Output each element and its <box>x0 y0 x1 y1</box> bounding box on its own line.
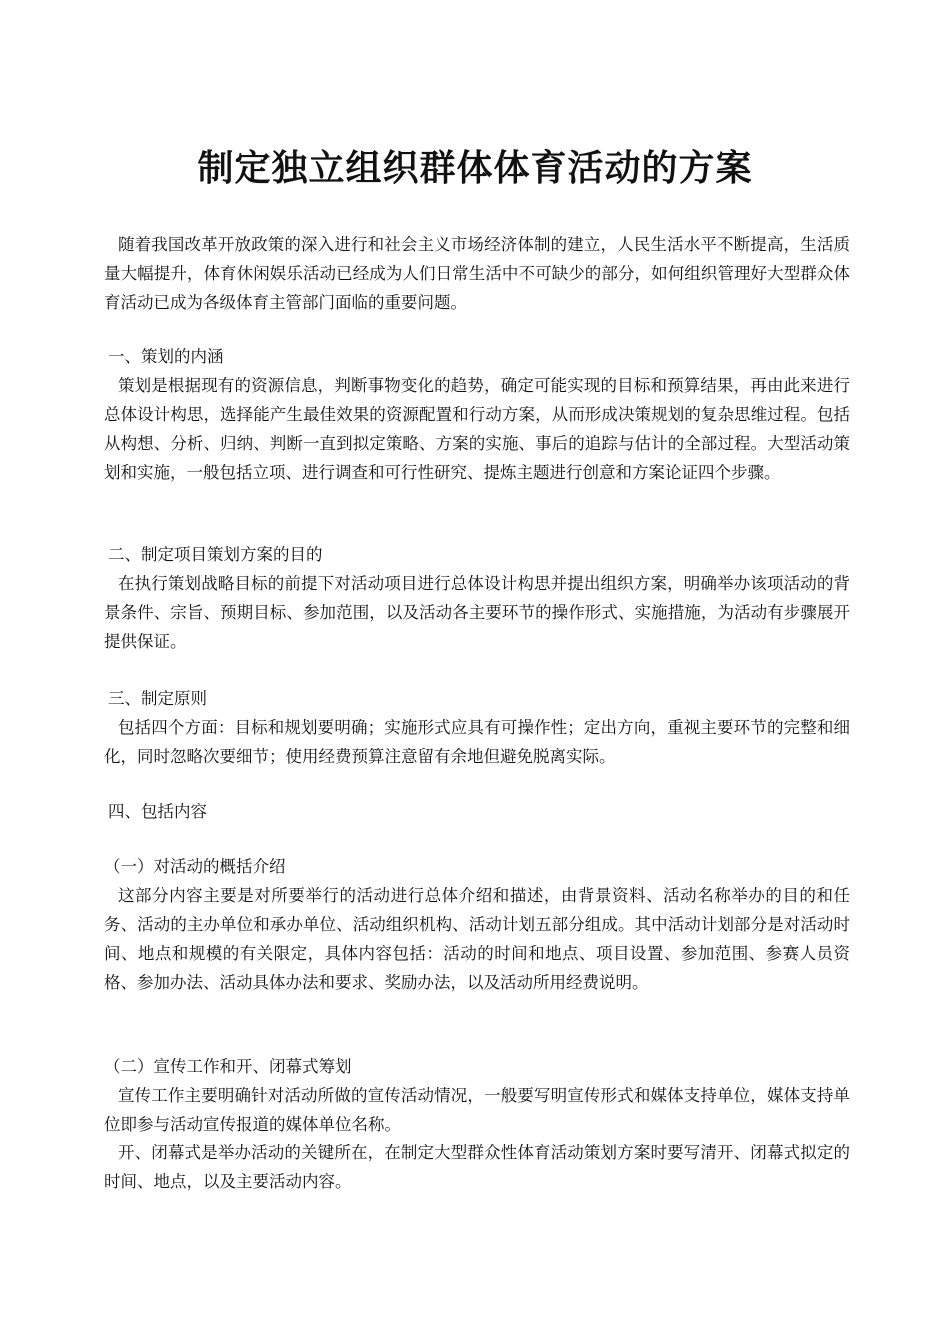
intro-paragraph: 随着我国改革开放政策的深入进行和社会主义市场经济体制的建立，人民生活水平不断提高，生活质量大幅提升，体育休闲娱乐活动已经成为人们日常生活中不可缺少的部分，如何组织管理好大型群众体育活动已成为各级体育主管部门面临的重要问题。 <box>104 235 850 312</box>
section-heading-3: 三、制定原则 <box>108 689 207 708</box>
subsection-heading-1: （一）对活动的概括介绍 <box>104 857 286 876</box>
document-title: 制定独立组织群体体育活动的方案 <box>197 147 753 190</box>
subsection-body-1: 这部分内容主要是对所要举行的活动进行总体介绍和描述，由背景资料、活动名称举办的目的和任务、活动的主办单位和承办单位、活动组织机构、活动计划五部分组成。其中活动计划部分是对活动时间、地点和规模的有关限定，具体内容包括：活动的时间和地点、项目设置、参加范围、参赛人员资格、参加办法、活动具体办法和要求、奖励办法，以及活动所用经费说明。 <box>104 886 850 992</box>
section-body-1: 策划是根据现有的资源信息，判断事物变化的趋势，确定可能实现的目标和预算结果，再由此来进行总体设计构思，选择能产生最佳效果的资源配置和行动方案，从而形成决策规划的复杂思维过程。包括从构想、分析、归纳、判断一直到拟定策略、方案的实施、事后的追踪与估计的全部过程。大型活动策划和实施，一般包括立项、进行调查和可行性研究、提炼主题进行创意和方案论证四个步骤。 <box>104 376 850 482</box>
section-heading-1: 一、策划的内涵 <box>108 347 224 366</box>
section-heading-4: 四、包括内容 <box>108 802 207 821</box>
subsection-body-2a: 宣传工作主要明确针对活动所做的宣传活动情况，一般要写明宣传形式和媒体支持单位，媒体支持单位即参与活动宣传报道的媒体单位名称。 <box>104 1086 850 1134</box>
subsection-body-2b: 开、闭幕式是举办活动的关键所在，在制定大型群众性体育活动策划方案时要写清开、闭幕式拟定的时间、地点，以及主要活动内容。 <box>104 1143 850 1191</box>
subsection-heading-2: （二）宣传工作和开、闭幕式筹划 <box>104 1057 352 1076</box>
section-heading-2: 二、制定项目策划方案的目的 <box>108 545 323 564</box>
section-body-3: 包括四个方面：目标和规划要明确；实施形式应具有可操作性；定出方向，重视主要环节的完整和细化，同时忽略次要细节；使用经费预算注意留有余地但避免脱离实际。 <box>104 718 850 766</box>
section-body-2: 在执行策划战略目标的前提下对活动项目进行总体设计构思并提出组织方案，明确举办该项活动的背景条件、宗旨、预期目标、参加范围，以及活动各主要环节的操作形式、实施措施，为活动有步骤展开提供保证。 <box>104 574 850 651</box>
